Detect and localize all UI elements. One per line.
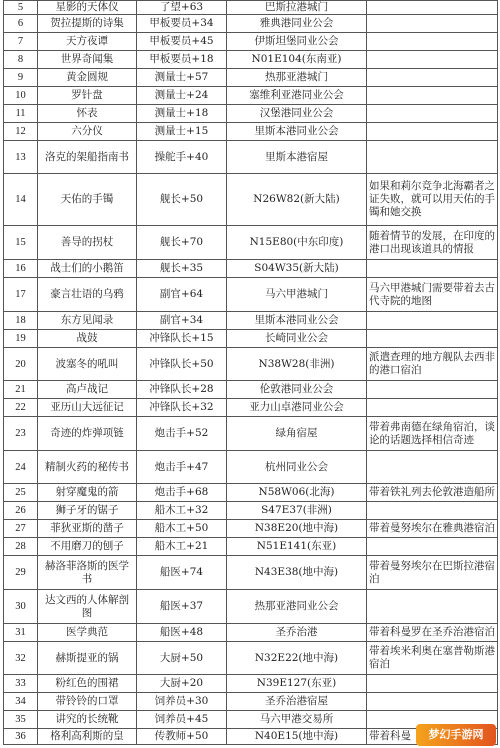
table-row bbox=[4, 348, 498, 381]
row-number: 18 bbox=[4, 312, 38, 330]
table-row bbox=[4, 417, 498, 451]
table-row bbox=[4, 69, 498, 87]
requirement: 舰长+70 bbox=[137, 226, 227, 260]
location: 里斯本港宿屋 bbox=[227, 141, 367, 174]
location: N26W82(新大陆) bbox=[227, 174, 367, 226]
note: 带着科曼 bbox=[367, 729, 498, 745]
requirement: 炮击手+68 bbox=[137, 484, 227, 502]
location: S04W35(新大陆) bbox=[227, 260, 367, 278]
note: 如果和莉尔竞争北海霸者之证失败，就可以用天佑的手镯和她交换 bbox=[367, 174, 498, 226]
row-number: 10 bbox=[4, 87, 38, 105]
item-name: 讲究的长统靴 bbox=[38, 711, 137, 729]
item-name: 医学典范 bbox=[38, 624, 137, 642]
note bbox=[367, 1, 498, 15]
requirement: 传教师+50 bbox=[137, 729, 227, 745]
item-name: 罗针盘 bbox=[38, 87, 137, 105]
note bbox=[367, 260, 498, 278]
row-number: 22 bbox=[4, 399, 38, 417]
requirement: 测量士+15 bbox=[137, 123, 227, 141]
location: N38W28(非洲) bbox=[227, 348, 367, 381]
row-number: 31 bbox=[4, 624, 38, 642]
requirement: 测量士+18 bbox=[137, 105, 227, 123]
location: N39E127(东亚) bbox=[227, 675, 367, 693]
table-row bbox=[4, 399, 498, 417]
location: N40E15(地中海) bbox=[227, 729, 367, 745]
table-row bbox=[4, 105, 498, 123]
row-number: 29 bbox=[4, 556, 38, 590]
row-number: 33 bbox=[4, 675, 38, 693]
location: 里斯本港同业公会 bbox=[227, 312, 367, 330]
note bbox=[367, 675, 498, 693]
table-row bbox=[4, 675, 498, 693]
item-name: 射穿魔鬼的箭 bbox=[38, 484, 137, 502]
location: 里斯本港同业公会 bbox=[227, 123, 367, 141]
item-name: 战鼓 bbox=[38, 330, 137, 348]
row-number: 13 bbox=[4, 141, 38, 174]
location: 伊斯坦堡同业公会 bbox=[227, 33, 367, 51]
item-name: 波塞冬的吼叫 bbox=[38, 348, 137, 381]
item-name: 天佑的手镯 bbox=[38, 174, 137, 226]
table-row bbox=[4, 693, 498, 711]
requirement: 测量士+57 bbox=[137, 69, 227, 87]
requirement: 副官+34 bbox=[137, 312, 227, 330]
location: 亚力山卓港同业公会 bbox=[227, 399, 367, 417]
note: 带着铁礼列去伦敦港造船所 bbox=[367, 484, 498, 502]
requirement: 甲板要员+34 bbox=[137, 15, 227, 33]
item-name: 菲狄亚斯的凿子 bbox=[38, 520, 137, 538]
note: 带着弗南德在绿角宿泊，谈论的话题选择相信奇迹 bbox=[367, 417, 498, 451]
row-number: 14 bbox=[4, 174, 38, 226]
note: 带着埃米利奥在塞普勒斯港宿泊 bbox=[367, 642, 498, 675]
requirement: 炮击手+47 bbox=[137, 451, 227, 484]
location: 塞维利亚港同业公会 bbox=[227, 87, 367, 105]
requirement: 船木工+21 bbox=[137, 538, 227, 556]
item-name: 六分仪 bbox=[38, 123, 137, 141]
table-row bbox=[4, 538, 498, 556]
item-name: 豪言壮语的乌鸦 bbox=[38, 278, 137, 312]
row-number: 35 bbox=[4, 711, 38, 729]
row-number: 34 bbox=[4, 693, 38, 711]
table-row bbox=[4, 451, 498, 484]
note: 派遣查理的地方舰队去西非的港口宿泊 bbox=[367, 348, 498, 381]
requirement: 冲锋队长+32 bbox=[137, 399, 227, 417]
item-name: 战士们的小鹅笛 bbox=[38, 260, 137, 278]
row-number: 20 bbox=[4, 348, 38, 381]
requirement: 饲养员+45 bbox=[137, 711, 227, 729]
row-number: 19 bbox=[4, 330, 38, 348]
table-row bbox=[4, 502, 498, 520]
note bbox=[367, 538, 498, 556]
requirement: 饲养员+30 bbox=[137, 693, 227, 711]
table-row bbox=[4, 123, 498, 141]
table-row bbox=[4, 330, 498, 348]
table-row bbox=[4, 642, 498, 675]
row-number: 6 bbox=[4, 15, 38, 33]
note: 带着曼努埃尔在巴斯拉港宿泊 bbox=[367, 556, 498, 590]
table-row bbox=[4, 260, 498, 278]
location: 马六甲港交易所 bbox=[227, 711, 367, 729]
location: 绿角宿屋 bbox=[227, 417, 367, 451]
table-row bbox=[4, 174, 498, 226]
note bbox=[367, 105, 498, 123]
location: 伦敦港同业公会 bbox=[227, 381, 367, 399]
table-row bbox=[4, 312, 498, 330]
item-name: 赫洛菲洛斯的医学书 bbox=[38, 556, 137, 590]
requirement: 船医+74 bbox=[137, 556, 227, 590]
location: 杭州同业公会 bbox=[227, 451, 367, 484]
item-name: 赫斯提亚的锅 bbox=[38, 642, 137, 675]
note bbox=[367, 15, 498, 33]
note bbox=[367, 123, 498, 141]
location: 巴斯拉港城门 bbox=[227, 1, 367, 15]
requirement: 舰长+35 bbox=[137, 260, 227, 278]
item-name: 格利高利斯的皇 bbox=[38, 729, 137, 745]
location: N38E20(地中海) bbox=[227, 520, 367, 538]
note bbox=[367, 312, 498, 330]
item-name: 粉红色的围裙 bbox=[38, 675, 137, 693]
requirement: 操舵手+40 bbox=[137, 141, 227, 174]
table-row bbox=[4, 141, 498, 174]
row-number: 28 bbox=[4, 538, 38, 556]
location: 雅典港同业公会 bbox=[227, 15, 367, 33]
item-name: 贺拉提斯的诗集 bbox=[38, 15, 137, 33]
requirement: 大厨+50 bbox=[137, 642, 227, 675]
row-number: 36 bbox=[4, 729, 38, 745]
watermark-logo: 梦幻手游网 bbox=[416, 724, 496, 746]
row-number: 17 bbox=[4, 278, 38, 312]
note bbox=[367, 381, 498, 399]
row-number: 8 bbox=[4, 51, 38, 69]
item-name: 达文西的人体解剖图 bbox=[38, 590, 137, 624]
location: 圣乔治港 bbox=[227, 624, 367, 642]
row-number: 9 bbox=[4, 69, 38, 87]
location: 长崎同业公会 bbox=[227, 330, 367, 348]
requirement: 了望+63 bbox=[137, 1, 227, 15]
row-number: 11 bbox=[4, 105, 38, 123]
requirement: 冲锋队长+28 bbox=[137, 381, 227, 399]
note bbox=[367, 69, 498, 87]
note bbox=[367, 141, 498, 174]
row-number: 15 bbox=[4, 226, 38, 260]
note bbox=[367, 87, 498, 105]
requirement: 船木工+50 bbox=[137, 520, 227, 538]
location: N43E38(地中海) bbox=[227, 556, 367, 590]
row-number: 7 bbox=[4, 33, 38, 51]
table-row bbox=[4, 15, 498, 33]
table-row bbox=[4, 278, 498, 312]
items-table bbox=[3, 0, 498, 745]
row-number: 27 bbox=[4, 520, 38, 538]
item-name: 精制火药的秘传书 bbox=[38, 451, 137, 484]
note bbox=[367, 51, 498, 69]
item-name: 世界奇闻集 bbox=[38, 51, 137, 69]
row-number: 30 bbox=[4, 590, 38, 624]
table-row bbox=[4, 226, 498, 260]
note bbox=[367, 590, 498, 624]
requirement: 甲板要员+18 bbox=[137, 51, 227, 69]
table-row bbox=[4, 1, 498, 15]
requirement: 测量士+24 bbox=[137, 87, 227, 105]
requirement: 船木工+32 bbox=[137, 502, 227, 520]
table-row bbox=[4, 520, 498, 538]
item-name: 东方见闻录 bbox=[38, 312, 137, 330]
item-name: 亚历山大远征记 bbox=[38, 399, 137, 417]
note: 带着曼努埃尔在雅典港宿泊 bbox=[367, 520, 498, 538]
row-number: 16 bbox=[4, 260, 38, 278]
location: N15E80(中东印度) bbox=[227, 226, 367, 260]
requirement: 船医+48 bbox=[137, 624, 227, 642]
item-name: 不用磨刀的刨子 bbox=[38, 538, 137, 556]
location: 汉堡港同业公会 bbox=[227, 105, 367, 123]
item-name: 奇迹的炸弹项链 bbox=[38, 417, 137, 451]
table-row bbox=[4, 556, 498, 590]
table-row bbox=[4, 624, 498, 642]
item-name: 洛克的架船指南书 bbox=[38, 141, 137, 174]
item-name: 狮子牙的锯子 bbox=[38, 502, 137, 520]
note: 马六甲港城门需要带着去古代寺院的地图 bbox=[367, 278, 498, 312]
item-name: 带铃铃的口罩 bbox=[38, 693, 137, 711]
table-row bbox=[4, 381, 498, 399]
table-row bbox=[4, 51, 498, 69]
row-number: 24 bbox=[4, 451, 38, 484]
location: 热那亚港同业公会 bbox=[227, 590, 367, 624]
location: N58W06(北海) bbox=[227, 484, 367, 502]
location: N32E22(地中海) bbox=[227, 642, 367, 675]
table-row bbox=[4, 87, 498, 105]
table-row bbox=[4, 484, 498, 502]
row-number: 26 bbox=[4, 502, 38, 520]
location: S47E37(非洲) bbox=[227, 502, 367, 520]
row-number: 25 bbox=[4, 484, 38, 502]
note bbox=[367, 693, 498, 711]
note: 随着情节的发展，在印度的港口出现该道具的情报 bbox=[367, 226, 498, 260]
note bbox=[367, 33, 498, 51]
note bbox=[367, 330, 498, 348]
requirement: 甲板要员+45 bbox=[137, 33, 227, 51]
requirement: 船医+37 bbox=[137, 590, 227, 624]
row-number: 12 bbox=[4, 123, 38, 141]
note bbox=[367, 399, 498, 417]
note bbox=[367, 451, 498, 484]
location: 圣乔治港宿屋 bbox=[227, 693, 367, 711]
item-name: 善导的拐杖 bbox=[38, 226, 137, 260]
item-name: 高卢战记 bbox=[38, 381, 137, 399]
note: 带着科曼罗在圣乔治港宿泊 bbox=[367, 624, 498, 642]
location: N51E141(东亚) bbox=[227, 538, 367, 556]
table-row bbox=[4, 33, 498, 51]
item-name: 天方夜谭 bbox=[38, 33, 137, 51]
item-name: 星影的天体仪 bbox=[38, 1, 137, 15]
row-number: 32 bbox=[4, 642, 38, 675]
location: N01E104(东南亚) bbox=[227, 51, 367, 69]
requirement: 大厨+20 bbox=[137, 675, 227, 693]
location: 热那亚港城门 bbox=[227, 69, 367, 87]
item-name: 怀表 bbox=[38, 105, 137, 123]
requirement: 冲锋队长+50 bbox=[137, 348, 227, 381]
row-number: 23 bbox=[4, 417, 38, 451]
requirement: 炮击手+52 bbox=[137, 417, 227, 451]
requirement: 冲锋队长+15 bbox=[137, 330, 227, 348]
requirement: 副官+64 bbox=[137, 278, 227, 312]
row-number: 5 bbox=[4, 1, 38, 15]
note bbox=[367, 502, 498, 520]
location: 马六甲港城门 bbox=[227, 278, 367, 312]
table-row bbox=[4, 590, 498, 624]
row-number: 21 bbox=[4, 381, 38, 399]
item-name: 黄金圆规 bbox=[38, 69, 137, 87]
requirement: 舰长+50 bbox=[137, 174, 227, 226]
